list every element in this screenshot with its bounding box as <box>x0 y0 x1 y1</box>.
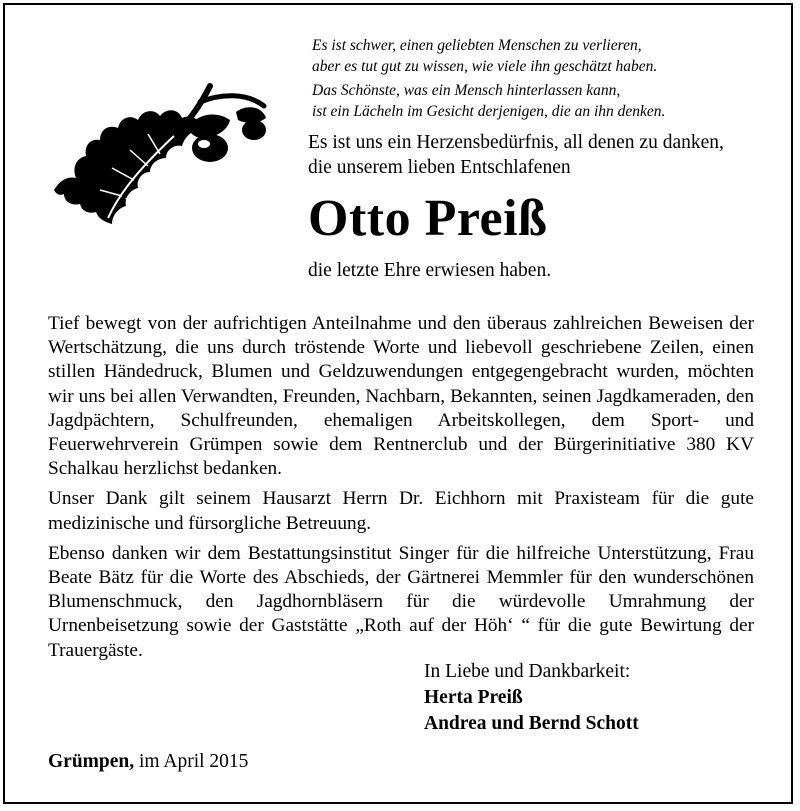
poem-line: ist ein Lächeln im Gesicht derjenigen, die an ihn denken. <box>312 102 666 120</box>
intro-line: die unserem lieben Entschlafenen <box>308 157 571 178</box>
signer-name: Herta Preiß <box>424 687 523 708</box>
signer-name: Andrea und Bernd Schott <box>424 713 639 734</box>
honor-line: die letzte Ehre erwiesen haben. <box>308 260 552 281</box>
place-date <box>48 750 248 774</box>
intro-text <box>308 130 786 180</box>
thanks-paragraph: Ebenso danken wir dem Bestattungsinstitut Singer für die hilfreiche Unterstützung, Frau Beate Bätz für die Worte des Abschieds, der Gärtnerei Memmler für den wunderschönen Blumenschmuck, den Jagdhornbläsern für die würdevolle Umrahmung der Urnenbeisetzung sowie der Gaststätte „Roth auf der Höh‘ “ für die gute Bewirtung der Trauergäste. <box>48 542 754 661</box>
poem-line: Das Schönste, was ein Mensch hinterlassen kann, <box>312 82 621 99</box>
place-name: Grümpen, <box>48 751 135 772</box>
thanks-body <box>48 312 754 669</box>
oak-leaf-acorn-icon <box>50 72 272 230</box>
deceased-name: Otto Preiß <box>308 190 548 247</box>
poem <box>312 36 782 122</box>
poem-line: Es ist schwer, einen geliebten Menschen zu verlieren, <box>312 37 642 54</box>
intro-line: Es ist uns ein Herzensbedürfnis, all denen zu danken, <box>308 132 724 153</box>
thanks-paragraph: Tief bewegt von der aufrichtigen Anteilnahme und den überaus zahlreichen Beweisen der Wertschätzung, die uns durch tröstende Worte und liebevoll geschriebene Zeilen, einen stillen Händedruck, Blumen und Geldzuwendungen entgegengebracht wurden, möchten wir uns bei allen Verwandten, Freunden, Nachbarn, Bekannten, seinen Jagdkameraden, den Jagdpächtern, Schulfreunden, ehemaligen Arbeitskollegen, dem Sport- und Feuerwehrverein Grümpen sowie dem Rentnerclub und der Bürgerinitiative 380 KV Schalkau herzlichst bedanken. <box>48 313 754 480</box>
poem-stanza-1 <box>312 36 782 77</box>
closing-phrase: In Liebe und Dankbarkeit: <box>424 661 631 682</box>
poem-line: aber es tut gut zu wissen, wie viele ihn geschätzt haben. <box>312 57 658 75</box>
date-text: im April 2015 <box>139 751 249 772</box>
thanks-paragraph: Unser Dank gilt seinem Hausarzt Herrn Dr. Eichhorn mit Praxisteam für die gute medizinische und fürsorgliche Betreuung. <box>48 488 754 534</box>
closing-block <box>424 659 639 737</box>
poem-stanza-2 <box>312 81 782 122</box>
